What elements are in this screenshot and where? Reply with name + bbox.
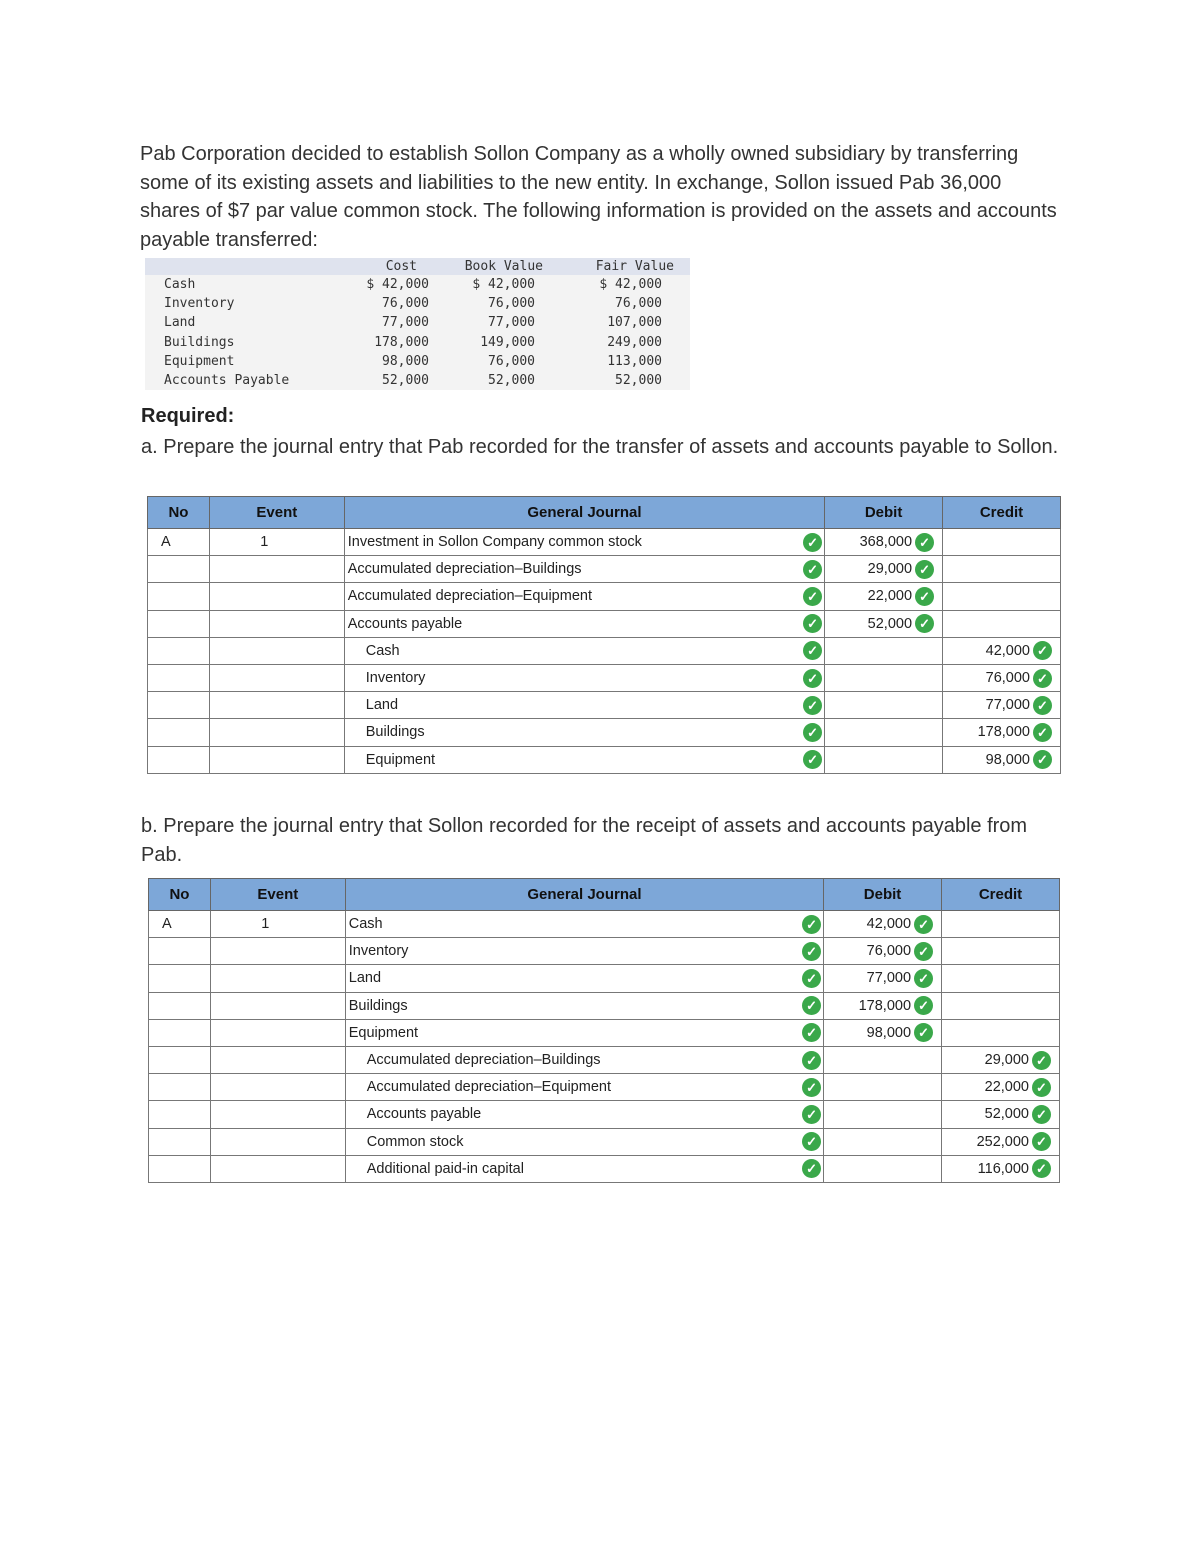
event-no	[210, 1046, 345, 1073]
account-name[interactable]: Inventory	[345, 938, 797, 965]
asset-cost: 98,000	[340, 352, 435, 371]
debit-amount	[825, 610, 943, 637]
journal-row	[149, 1128, 1060, 1155]
debit-amount-value: 77,000	[866, 970, 912, 987]
journal-row	[149, 1101, 1060, 1128]
debit-amount-wrap	[860, 533, 934, 552]
entry-no	[149, 1128, 211, 1155]
check-icon: ✓	[803, 641, 822, 660]
debit-amount-wrap	[867, 1023, 933, 1042]
entry-no	[148, 692, 210, 719]
check-icon: ✓	[915, 587, 934, 606]
asset-cost: 52,000	[340, 371, 435, 390]
journal-row	[148, 583, 1061, 610]
check-icon: ✓	[802, 996, 821, 1015]
check-icon: ✓	[803, 669, 822, 688]
asset-fair-value: $ 42,000	[545, 275, 690, 294]
check-icon: ✓	[802, 1051, 821, 1070]
check-icon: ✓	[915, 533, 934, 552]
assets-header-row	[145, 258, 690, 275]
col-event: Event	[210, 879, 345, 911]
asset-label: Buildings	[145, 333, 340, 352]
asset-book-value: 76,000	[435, 294, 545, 313]
account-check-cell	[799, 583, 825, 610]
check-icon: ✓	[802, 969, 821, 988]
check-icon: ✓	[914, 969, 933, 988]
check-icon: ✓	[802, 915, 821, 934]
col-debit: Debit	[824, 879, 942, 911]
credit-amount-wrap	[986, 696, 1052, 715]
account-name[interactable]: Additional paid-in capital	[345, 1155, 797, 1182]
account-check-cell	[799, 610, 825, 637]
entry-no	[149, 1074, 211, 1101]
debit-amount	[824, 1155, 942, 1182]
check-icon: ✓	[803, 560, 822, 579]
asset-fair-value: 76,000	[545, 294, 690, 313]
credit-amount	[942, 1019, 1060, 1046]
asset-label: Land	[145, 313, 340, 332]
assets-table	[145, 258, 690, 390]
col-no: No	[148, 497, 210, 529]
credit-amount	[943, 664, 1061, 691]
account-name[interactable]: Buildings	[344, 719, 798, 746]
account-check-cell	[799, 556, 825, 583]
assets-body	[145, 275, 690, 390]
journal-row	[149, 1019, 1060, 1046]
check-icon: ✓	[802, 1159, 821, 1178]
check-icon: ✓	[1033, 696, 1052, 715]
credit-amount	[942, 965, 1060, 992]
part-b-instructions: b. Prepare the journal entry that Sollon recorded for the receipt of assets and accounts payable from Pab.	[141, 815, 1028, 866]
asset-book-value: 52,000	[435, 371, 545, 390]
check-icon: ✓	[802, 1078, 821, 1097]
journal-a-body	[148, 529, 1061, 774]
credit-amount	[942, 1046, 1060, 1073]
account-name[interactable]: Land	[345, 965, 797, 992]
entry-no	[149, 1019, 211, 1046]
asset-cost: 76,000	[340, 294, 435, 313]
debit-amount-value: 29,000	[867, 561, 913, 578]
credit-amount-value: 77,000	[985, 697, 1030, 714]
account-check-cell	[798, 911, 824, 938]
debit-amount	[824, 938, 942, 965]
event-no	[210, 1101, 345, 1128]
event-no	[209, 637, 344, 664]
check-icon: ✓	[802, 942, 821, 961]
journal-row	[149, 911, 1060, 938]
asset-fair-value: 107,000	[545, 313, 690, 332]
account-check-cell	[799, 746, 825, 773]
debit-amount-wrap	[868, 560, 934, 579]
asset-label: Inventory	[145, 294, 340, 313]
event-no	[210, 992, 345, 1019]
account-name[interactable]: Buildings	[345, 992, 797, 1019]
assets-row	[145, 352, 690, 371]
entry-no	[148, 719, 210, 746]
asset-book-value: 149,000	[435, 333, 545, 352]
event-no	[210, 1074, 345, 1101]
credit-amount-value: 252,000	[976, 1133, 1029, 1150]
event-no	[209, 719, 344, 746]
col-general-journal: General Journal	[345, 879, 823, 911]
debit-amount-wrap	[867, 942, 933, 961]
entry-no	[149, 1155, 211, 1182]
debit-amount-value: 42,000	[866, 916, 912, 933]
assets-row	[145, 333, 690, 352]
credit-amount-wrap	[986, 641, 1052, 660]
credit-amount	[942, 911, 1060, 938]
account-name[interactable]: Accumulated depreciation–Equipment	[345, 1074, 797, 1101]
journal-row	[148, 637, 1061, 664]
check-icon: ✓	[1032, 1132, 1051, 1151]
check-icon: ✓	[914, 915, 933, 934]
assets-row	[145, 313, 690, 332]
asset-fair-value: 52,000	[545, 371, 690, 390]
debit-amount-wrap	[859, 996, 933, 1015]
journal-row	[148, 692, 1061, 719]
journal-table-b	[148, 878, 1060, 1183]
check-icon: ✓	[1033, 750, 1052, 769]
credit-amount-wrap	[985, 1078, 1051, 1097]
credit-amount-wrap	[978, 723, 1052, 742]
credit-amount-wrap	[985, 1105, 1051, 1124]
event-no	[210, 965, 345, 992]
entry-no	[148, 664, 210, 691]
journal-row	[149, 938, 1060, 965]
entry-no	[148, 746, 210, 773]
credit-amount-value: 52,000	[984, 1106, 1029, 1123]
debit-amount	[825, 692, 943, 719]
credit-amount-wrap	[978, 1159, 1051, 1178]
account-check-cell	[798, 938, 824, 965]
credit-amount-wrap	[977, 1132, 1051, 1151]
entry-no	[149, 1101, 211, 1128]
asset-cost: 77,000	[340, 313, 435, 332]
assets-row	[145, 294, 690, 313]
check-icon: ✓	[1032, 1105, 1051, 1124]
assets-row	[145, 275, 690, 294]
check-icon: ✓	[803, 587, 822, 606]
journal-row	[148, 719, 1061, 746]
assets-row	[145, 371, 690, 390]
problem-statement: Pab Corporation decided to establish Sollon Company as a wholly owned subsidiary by transferring some of its existing assets and liabilities to the new entity. In exchange, Sollon issued Pab 36,000 shares of $7 par value common stock. The following information is provided on the assets and accounts payable transferred:	[140, 143, 1057, 251]
debit-amount	[825, 556, 943, 583]
journal-row	[148, 529, 1061, 556]
check-icon: ✓	[803, 533, 822, 552]
required-heading: Required:	[141, 405, 235, 427]
check-icon: ✓	[802, 1105, 821, 1124]
account-check-cell	[799, 637, 825, 664]
account-check-cell	[798, 1128, 824, 1155]
account-name[interactable]: Equipment	[345, 1019, 797, 1046]
credit-amount	[943, 637, 1061, 664]
credit-amount-value: 178,000	[977, 724, 1030, 741]
debit-amount-value: 76,000	[866, 943, 912, 960]
journal-a-header	[148, 497, 1061, 529]
event-no	[209, 746, 344, 773]
credit-amount	[942, 1074, 1060, 1101]
check-icon: ✓	[1032, 1078, 1051, 1097]
account-name[interactable]: Cash	[345, 911, 797, 938]
credit-amount	[942, 1155, 1060, 1182]
debit-amount-wrap	[867, 969, 933, 988]
credit-amount-wrap	[985, 1051, 1051, 1070]
credit-amount-value: 98,000	[985, 751, 1030, 768]
check-icon: ✓	[803, 614, 822, 633]
event-no	[209, 664, 344, 691]
journal-row	[148, 556, 1061, 583]
account-check-cell	[798, 965, 824, 992]
event-no	[209, 583, 344, 610]
credit-amount	[943, 529, 1061, 556]
account-check-cell	[798, 1046, 824, 1073]
entry-no	[148, 583, 210, 610]
check-icon: ✓	[914, 942, 933, 961]
col-credit: Credit	[942, 879, 1060, 911]
check-icon: ✓	[1033, 641, 1052, 660]
debit-amount-wrap	[868, 587, 934, 606]
debit-amount	[825, 746, 943, 773]
debit-amount	[825, 637, 943, 664]
journal-row	[149, 1155, 1060, 1182]
asset-label: Equipment	[145, 352, 340, 371]
credit-amount	[943, 746, 1061, 773]
assets-header-cost: Cost	[340, 258, 435, 275]
event-no	[209, 556, 344, 583]
entry-no: A	[149, 911, 211, 938]
account-check-cell	[798, 992, 824, 1019]
debit-amount-value: 368,000	[859, 534, 913, 551]
debit-amount	[824, 1074, 942, 1101]
credit-amount	[943, 610, 1061, 637]
event-no	[209, 692, 344, 719]
assets-header-fair: Fair Value	[545, 258, 690, 275]
debit-amount	[825, 583, 943, 610]
journal-row	[149, 965, 1060, 992]
asset-label: Cash	[145, 275, 340, 294]
credit-amount-wrap	[986, 750, 1052, 769]
credit-amount	[942, 1101, 1060, 1128]
credit-amount-value: 22,000	[984, 1079, 1029, 1096]
debit-amount	[824, 1128, 942, 1155]
check-icon: ✓	[802, 1023, 821, 1042]
asset-book-value: $ 42,000	[435, 275, 545, 294]
account-check-cell	[798, 1155, 824, 1182]
account-name[interactable]: Accumulated depreciation–Buildings	[344, 556, 798, 583]
col-general-journal: General Journal	[344, 497, 824, 529]
asset-book-value: 77,000	[435, 313, 545, 332]
entry-no	[149, 1046, 211, 1073]
credit-amount	[942, 1128, 1060, 1155]
check-icon: ✓	[803, 723, 822, 742]
credit-amount-value: 116,000	[977, 1160, 1029, 1177]
account-check-cell	[798, 1019, 824, 1046]
entry-no	[149, 965, 211, 992]
check-icon: ✓	[1032, 1159, 1051, 1178]
check-icon: ✓	[914, 1023, 933, 1042]
event-no	[210, 1155, 345, 1182]
account-name[interactable]: Accumulated depreciation–Buildings	[345, 1046, 797, 1073]
debit-amount-value: 22,000	[867, 588, 913, 605]
event-no: 1	[210, 911, 345, 938]
account-name[interactable]: Equipment	[344, 746, 798, 773]
debit-amount	[824, 911, 942, 938]
journal-row	[149, 992, 1060, 1019]
account-check-cell	[798, 1101, 824, 1128]
check-icon: ✓	[915, 614, 934, 633]
col-credit: Credit	[943, 497, 1061, 529]
check-icon: ✓	[803, 696, 822, 715]
journal-table-a	[147, 496, 1061, 774]
account-name[interactable]: Accumulated depreciation–Equipment	[344, 583, 798, 610]
check-icon: ✓	[1033, 669, 1052, 688]
debit-amount	[824, 992, 942, 1019]
assets-header-blank	[145, 258, 340, 275]
account-name[interactable]: Accounts payable	[345, 1101, 797, 1128]
journal-row	[149, 1074, 1060, 1101]
event-no	[210, 1128, 345, 1155]
credit-amount-value: 76,000	[985, 670, 1030, 687]
journal-b-header	[149, 879, 1060, 911]
credit-amount-wrap	[986, 669, 1052, 688]
debit-amount-wrap	[867, 915, 933, 934]
journal-b-body	[149, 911, 1060, 1183]
debit-amount-value: 52,000	[867, 615, 913, 632]
asset-fair-value: 113,000	[545, 352, 690, 371]
debit-amount	[824, 1046, 942, 1073]
account-check-cell	[799, 692, 825, 719]
event-no: 1	[209, 529, 344, 556]
credit-amount	[942, 938, 1060, 965]
entry-no: A	[148, 529, 210, 556]
credit-amount	[943, 583, 1061, 610]
credit-amount-value: 42,000	[985, 642, 1030, 659]
asset-label: Accounts Payable	[145, 371, 340, 390]
asset-cost: 178,000	[340, 333, 435, 352]
entry-no	[148, 637, 210, 664]
check-icon: ✓	[915, 560, 934, 579]
journal-row	[148, 664, 1061, 691]
credit-amount	[942, 992, 1060, 1019]
credit-amount	[943, 692, 1061, 719]
credit-amount	[943, 719, 1061, 746]
col-event: Event	[209, 497, 344, 529]
entry-no	[149, 992, 211, 1019]
check-icon: ✓	[914, 996, 933, 1015]
col-debit: Debit	[825, 497, 943, 529]
check-icon: ✓	[802, 1132, 821, 1151]
account-name[interactable]: Cash	[344, 637, 798, 664]
event-no	[210, 938, 345, 965]
debit-amount	[825, 664, 943, 691]
debit-amount	[824, 1019, 942, 1046]
account-check-cell	[798, 1074, 824, 1101]
asset-cost: $ 42,000	[340, 275, 435, 294]
account-name[interactable]: Investment in Sollon Company common stock	[344, 529, 798, 556]
col-no: No	[149, 879, 211, 911]
asset-fair-value: 249,000	[545, 333, 690, 352]
entry-no	[148, 556, 210, 583]
debit-amount	[825, 529, 943, 556]
account-name[interactable]: Common stock	[345, 1128, 797, 1155]
debit-amount	[825, 719, 943, 746]
debit-amount	[824, 1101, 942, 1128]
journal-row	[148, 746, 1061, 773]
account-name[interactable]: Accounts payable	[344, 610, 798, 637]
check-icon: ✓	[803, 750, 822, 769]
assets-header-book: Book Value	[435, 258, 545, 275]
account-name[interactable]: Land	[344, 692, 798, 719]
part-a-instructions: a. Prepare the journal entry that Pab recorded for the transfer of assets and accounts payable to Sollon.	[141, 436, 1059, 458]
check-icon: ✓	[1032, 1051, 1051, 1070]
event-no	[210, 1019, 345, 1046]
account-name[interactable]: Inventory	[344, 664, 798, 691]
account-check-cell	[799, 719, 825, 746]
journal-row	[149, 1046, 1060, 1073]
entry-no	[149, 938, 211, 965]
credit-amount	[943, 556, 1061, 583]
credit-amount-value: 29,000	[984, 1052, 1029, 1069]
debit-amount-value: 178,000	[858, 997, 912, 1014]
debit-amount-value: 98,000	[866, 1024, 912, 1041]
account-check-cell	[799, 529, 825, 556]
asset-book-value: 76,000	[435, 352, 545, 371]
check-icon: ✓	[1033, 723, 1052, 742]
debit-amount-wrap	[868, 614, 934, 633]
journal-row	[148, 610, 1061, 637]
event-no	[209, 610, 344, 637]
entry-no	[148, 610, 210, 637]
account-check-cell	[799, 664, 825, 691]
debit-amount	[824, 965, 942, 992]
